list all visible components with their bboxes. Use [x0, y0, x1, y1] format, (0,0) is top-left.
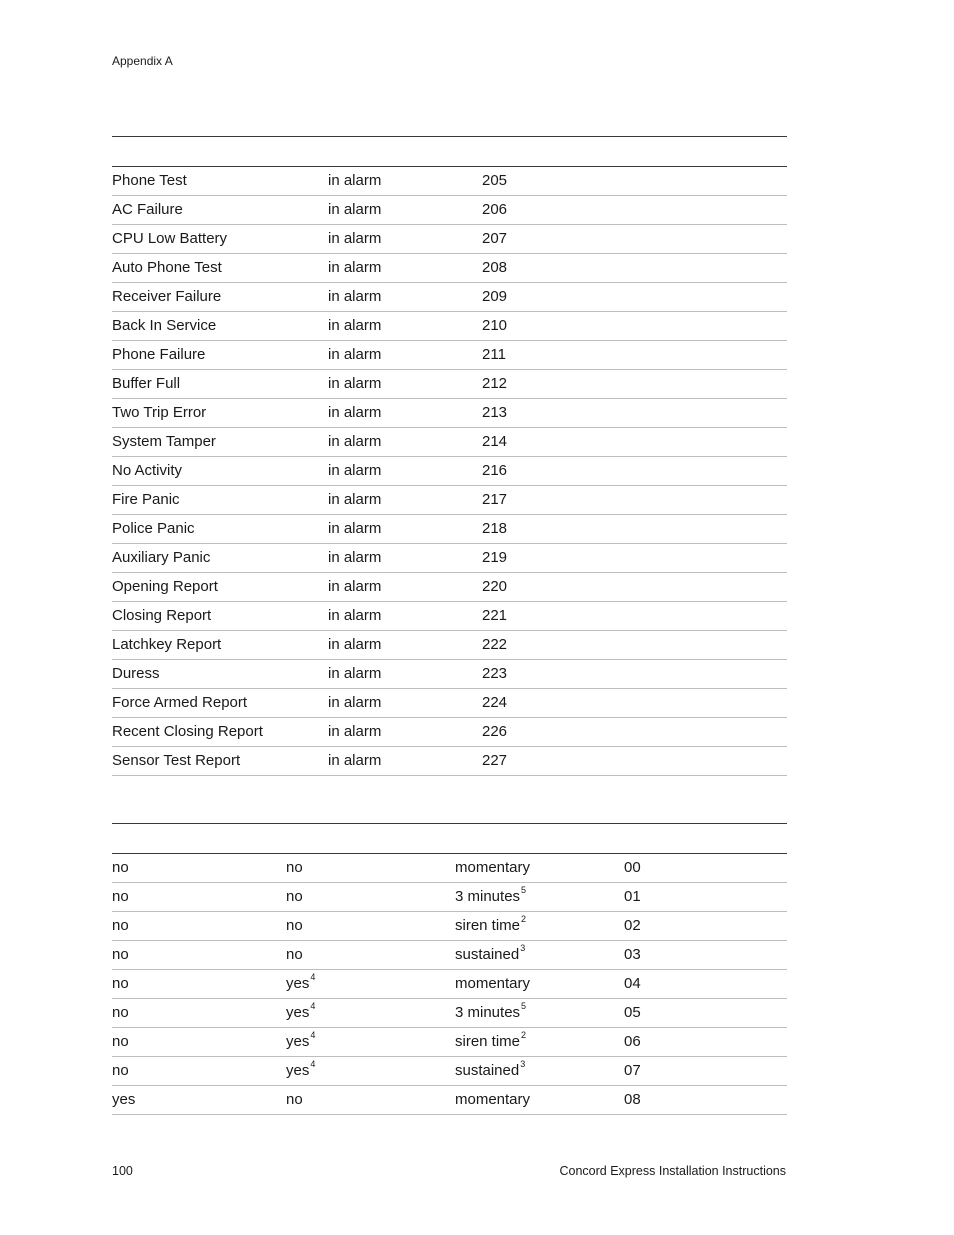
event-name-cell: Recent Closing Report [112, 723, 263, 740]
column-2-cell [286, 972, 316, 992]
event-name-cell: Two Trip Error [112, 404, 207, 421]
code-cell: 208 [482, 259, 508, 276]
duration-cell [455, 1091, 530, 1108]
table-row [112, 660, 787, 689]
column-1-cell [112, 975, 129, 992]
state-cell: in alarm [328, 723, 382, 740]
code-cell: 212 [482, 375, 508, 392]
siren-options-table [112, 823, 787, 1115]
table-row [112, 283, 787, 312]
state-cell: in alarm [328, 172, 382, 189]
cell-text: 06 [624, 1033, 641, 1050]
state-cell: in alarm [328, 549, 382, 566]
column-2-cell [286, 888, 303, 905]
code-cell: 214 [482, 433, 508, 450]
table-row [112, 1057, 787, 1086]
table-row [112, 515, 787, 544]
code-cell: 218 [482, 520, 508, 537]
table-row [112, 970, 787, 999]
value-cell [624, 1004, 641, 1021]
cell-text: no [112, 859, 129, 876]
code-cell: 226 [482, 723, 508, 740]
event-name-cell: Duress [112, 665, 160, 682]
state-cell: in alarm [328, 607, 382, 624]
duration-cell [455, 885, 527, 905]
table-row [112, 370, 787, 399]
code-cell: 217 [482, 491, 508, 508]
column-2-cell [286, 1030, 316, 1050]
duration-cell [455, 914, 527, 934]
footnote-marker: 3 [520, 1059, 526, 1069]
cell-text: sustained [455, 946, 520, 963]
cell-text: siren time [455, 1033, 521, 1050]
code-cell: 221 [482, 607, 508, 624]
table-row [112, 196, 787, 225]
event-name-cell: AC Failure [112, 201, 183, 218]
cell-text: 05 [624, 1004, 641, 1021]
table-row [112, 341, 787, 370]
cell-text: 3 minutes [455, 888, 521, 905]
value-cell [624, 1091, 641, 1108]
cell-text: yes [286, 975, 310, 992]
footnote-marker: 4 [310, 1030, 316, 1040]
column-2-cell [286, 1059, 316, 1079]
event-name-cell: Closing Report [112, 607, 212, 624]
document-title: Concord Express Installation Instructions [559, 1164, 786, 1178]
cell-text: yes [286, 1004, 310, 1021]
footnote-marker: 4 [310, 972, 316, 982]
state-cell: in alarm [328, 578, 382, 595]
cell-text: no [112, 946, 129, 963]
table-row [112, 718, 787, 747]
footnote-marker: 4 [310, 1001, 316, 1011]
code-cell: 220 [482, 578, 508, 595]
cell-text: 08 [624, 1091, 641, 1108]
event-name-cell: Auxiliary Panic [112, 549, 211, 566]
state-cell: in alarm [328, 665, 382, 682]
column-2-cell [286, 859, 303, 876]
cell-text: momentary [455, 859, 531, 876]
cell-text: 3 minutes [455, 1004, 521, 1021]
cell-text: yes [286, 1062, 310, 1079]
column-1-cell [112, 859, 129, 876]
cell-text: no [286, 917, 303, 934]
cell-text: yes [286, 1033, 310, 1050]
event-name-cell: System Tamper [112, 433, 216, 450]
cell-text: 04 [624, 975, 641, 992]
table-row [112, 544, 787, 573]
footnote-marker: 2 [521, 1030, 527, 1040]
cell-text: 01 [624, 888, 641, 905]
code-cell: 227 [482, 752, 508, 769]
table-row [112, 912, 787, 941]
state-cell: in alarm [328, 346, 382, 363]
state-cell: in alarm [328, 317, 382, 334]
table-body [112, 854, 787, 1115]
cell-text: no [112, 888, 129, 905]
table-row [112, 854, 787, 883]
table-row [112, 631, 787, 660]
state-cell: in alarm [328, 433, 382, 450]
cell-text: momentary [455, 975, 531, 992]
table-row [112, 167, 787, 196]
code-cell: 211 [482, 346, 506, 363]
event-name-cell: Receiver Failure [112, 288, 222, 305]
table-row [112, 254, 787, 283]
state-cell: in alarm [328, 230, 382, 247]
event-name-cell: Sensor Test Report [112, 752, 241, 769]
event-name-cell: Latchkey Report [112, 636, 222, 653]
cell-text: no [112, 1062, 129, 1079]
footnote-marker: 5 [521, 1001, 527, 1011]
footnote-marker: 3 [520, 943, 526, 953]
cell-text: 00 [624, 859, 641, 876]
running-header: Appendix A [112, 54, 173, 68]
state-cell: in alarm [328, 694, 382, 711]
value-cell [624, 859, 641, 876]
event-name-cell: Opening Report [112, 578, 218, 595]
column-2-cell [286, 1091, 303, 1108]
event-name-cell: Fire Panic [112, 491, 180, 508]
cell-text: 03 [624, 946, 641, 963]
column-1-cell [112, 1091, 135, 1108]
duration-cell [455, 1001, 527, 1021]
code-cell: 222 [482, 636, 508, 653]
footnote-marker: 4 [310, 1059, 316, 1069]
value-cell [624, 1033, 641, 1050]
table-row [112, 999, 787, 1028]
duration-cell [455, 975, 530, 992]
table-row [112, 602, 787, 631]
cell-text: sustained [455, 1062, 520, 1079]
cell-text: no [286, 1091, 303, 1108]
event-name-cell: Force Armed Report [112, 694, 248, 711]
column-1-cell [112, 1062, 129, 1079]
code-cell: 223 [482, 665, 508, 682]
code-cell: 216 [482, 462, 508, 479]
duration-cell [455, 943, 526, 963]
value-cell [624, 946, 641, 963]
table-row [112, 573, 787, 602]
code-cell: 205 [482, 172, 508, 189]
column-1-cell [112, 1004, 129, 1021]
table-body [112, 167, 787, 776]
table-header-band [112, 823, 787, 854]
state-cell: in alarm [328, 462, 382, 479]
footnote-marker: 5 [521, 885, 527, 895]
cell-text: no [112, 1004, 129, 1021]
table-row [112, 747, 787, 776]
code-cell: 207 [482, 230, 508, 247]
table-row [112, 428, 787, 457]
cell-text: no [286, 888, 303, 905]
code-cell: 209 [482, 288, 508, 305]
table-row [112, 1086, 787, 1115]
footnote-marker: 2 [521, 914, 527, 924]
state-cell: in alarm [328, 201, 382, 218]
state-cell: in alarm [328, 375, 382, 392]
table-header-band [112, 136, 787, 167]
cell-text: no [286, 859, 303, 876]
value-cell [624, 975, 641, 992]
state-cell: in alarm [328, 752, 382, 769]
table-row [112, 225, 787, 254]
cell-text: no [286, 946, 303, 963]
column-1-cell [112, 917, 129, 934]
cell-text: no [112, 975, 129, 992]
cell-text: momentary [455, 1091, 531, 1108]
code-cell: 210 [482, 317, 508, 334]
event-name-cell: No Activity [112, 462, 183, 479]
column-2-cell [286, 917, 303, 934]
event-name-cell: Back In Service [112, 317, 217, 334]
state-cell: in alarm [328, 491, 382, 508]
cell-text: siren time [455, 917, 521, 934]
report-codes-table [112, 136, 787, 776]
event-name-cell: CPU Low Battery [112, 230, 228, 247]
page-number: 100 [112, 1164, 133, 1178]
cell-text: yes [112, 1091, 136, 1108]
table-row [112, 883, 787, 912]
column-1-cell [112, 946, 129, 963]
value-cell [624, 1062, 641, 1079]
duration-cell [455, 1030, 527, 1050]
event-name-cell: Buffer Full [112, 375, 181, 392]
value-cell [624, 917, 641, 934]
table-row [112, 689, 787, 718]
duration-cell [455, 859, 530, 876]
code-cell: 206 [482, 201, 508, 218]
event-name-cell: Phone Failure [112, 346, 206, 363]
table-row [112, 312, 787, 341]
cell-text: 07 [624, 1062, 641, 1079]
state-cell: in alarm [328, 520, 382, 537]
state-cell: in alarm [328, 288, 382, 305]
code-cell: 224 [482, 694, 508, 711]
column-1-cell [112, 888, 129, 905]
event-name-cell: Phone Test [112, 172, 187, 189]
state-cell: in alarm [328, 636, 382, 653]
state-cell: in alarm [328, 404, 382, 421]
cell-text: no [112, 1033, 129, 1050]
code-cell: 213 [482, 404, 508, 421]
column-2-cell [286, 946, 303, 963]
table-row [112, 941, 787, 970]
table-row [112, 399, 787, 428]
duration-cell [455, 1059, 526, 1079]
column-1-cell [112, 1033, 129, 1050]
table-row [112, 1028, 787, 1057]
table-row [112, 457, 787, 486]
cell-text: no [112, 917, 129, 934]
table-row [112, 486, 787, 515]
event-name-cell: Police Panic [112, 520, 195, 537]
column-2-cell [286, 1001, 316, 1021]
event-name-cell: Auto Phone Test [112, 259, 222, 276]
code-cell: 219 [482, 549, 508, 566]
value-cell [624, 888, 641, 905]
state-cell: in alarm [328, 259, 382, 276]
cell-text: 02 [624, 917, 641, 934]
